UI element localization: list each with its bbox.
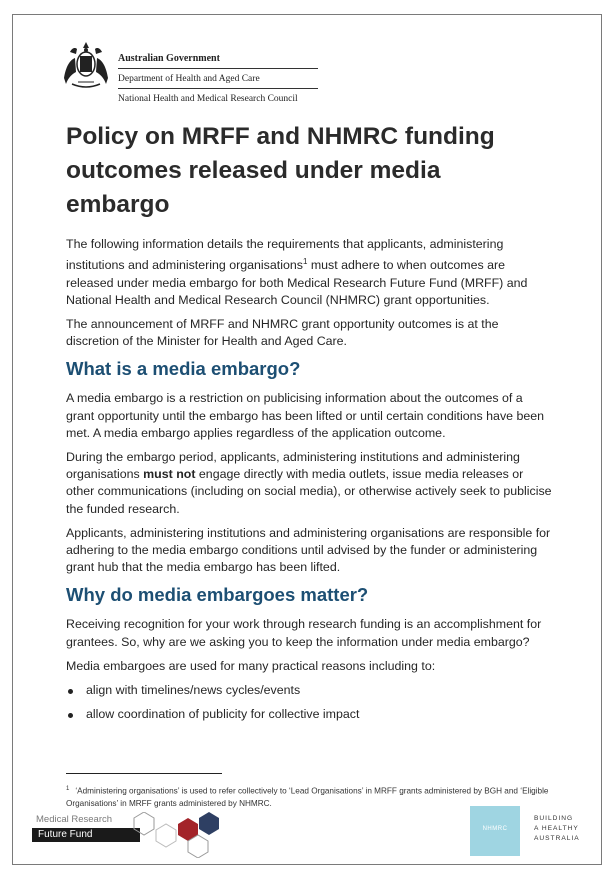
council-name: National Health and Medical Research Council — [118, 94, 298, 104]
intro-paragraph-2: The announcement of MRFF and NHMRC grant opportunity outcomes is at the discretion of the Minister for Health and Aged Care. — [66, 316, 499, 349]
section-heading-why-matter: Why do media embargoes matter? — [66, 584, 369, 606]
page-title: Policy on MRFF and NHMRC funding outcomes released under media embargo — [66, 123, 495, 218]
footnote-marker: 1 — [66, 786, 70, 792]
section2-paragraph-2: Media embargoes are used for many practical reasons including to: — [66, 658, 436, 673]
mrff-logo-line1: Medical Research — [36, 814, 113, 825]
list-item: align with timelines/news cycles/events — [66, 682, 552, 699]
list-item: allow coordination of publicity for collective impact — [66, 706, 552, 723]
must-not-emphasis: must not — [143, 467, 196, 482]
footnote-divider — [66, 773, 222, 774]
intro-paragraph-1: The following information details the requirements that applicants, administering institutions and administering organisations$^1$ must adhere to when outcomes are released under media embargo for both Medical Research Future Fund (MRFF) and National Health and Medical Research Council (NHMRC) grant opportunities. — [66, 237, 528, 307]
mrff-logo — [32, 812, 222, 858]
gov-name: Australian Government — [118, 52, 318, 69]
nhmrc-logo — [470, 806, 520, 856]
footnote-ref: 1 — [302, 257, 308, 267]
section-heading-what-is: What is a media embargo? — [66, 358, 301, 380]
section1-paragraph-2: During the embargo period, applicants, administering institutions and administering organisations must not engage directly with media outlets, issue media releases or other communications (including on social media), or otherwise actively seek to publicise the funded research. — [66, 449, 552, 516]
bullet-icon — [68, 713, 73, 718]
document-body — [66, 236, 552, 730]
section1-paragraph-1: A media embargo is a restriction on publicising information about the outcomes of a grant opportunity until the embargo has been lifted or until certain conditions have been met. A media embargo applies regardless of the application outcome. — [66, 391, 545, 440]
coat-of-arms-icon — [58, 38, 114, 90]
australian-government-logo — [58, 38, 318, 104]
nhmrc-tagline: BUILDING A HEALTHY AUSTRALIA — [534, 815, 580, 842]
footnote-text: ‘Administering organisations’ is used to refer collectively to ‘Lead Organisations’ in MRFF grants administered by BGH and ‘Eligible Organisations’ in MRFF grants administered by NHMRC. — [66, 786, 549, 809]
section1-paragraph-3: Applicants, administering institutions and administering organisations are responsible for adhering to the media embargo conditions until advised by the funder or administering grant hub that the media embargo has been lifted. — [66, 525, 551, 575]
section2-paragraph-1: Receiving recognition for your work through research funding is an accomplishment for grantees. So, why are we asking you to keep the information under media embargo? — [66, 617, 542, 649]
hexagon-pattern-icon — [122, 812, 232, 858]
mrff-logo-line2: Future Fund — [38, 829, 93, 840]
department-name: Department of Health and Aged Care — [118, 72, 318, 89]
bullet-icon — [68, 689, 73, 694]
nhmrc-logo-text: NHMRC — [482, 826, 508, 832]
reasons-list — [66, 682, 552, 723]
